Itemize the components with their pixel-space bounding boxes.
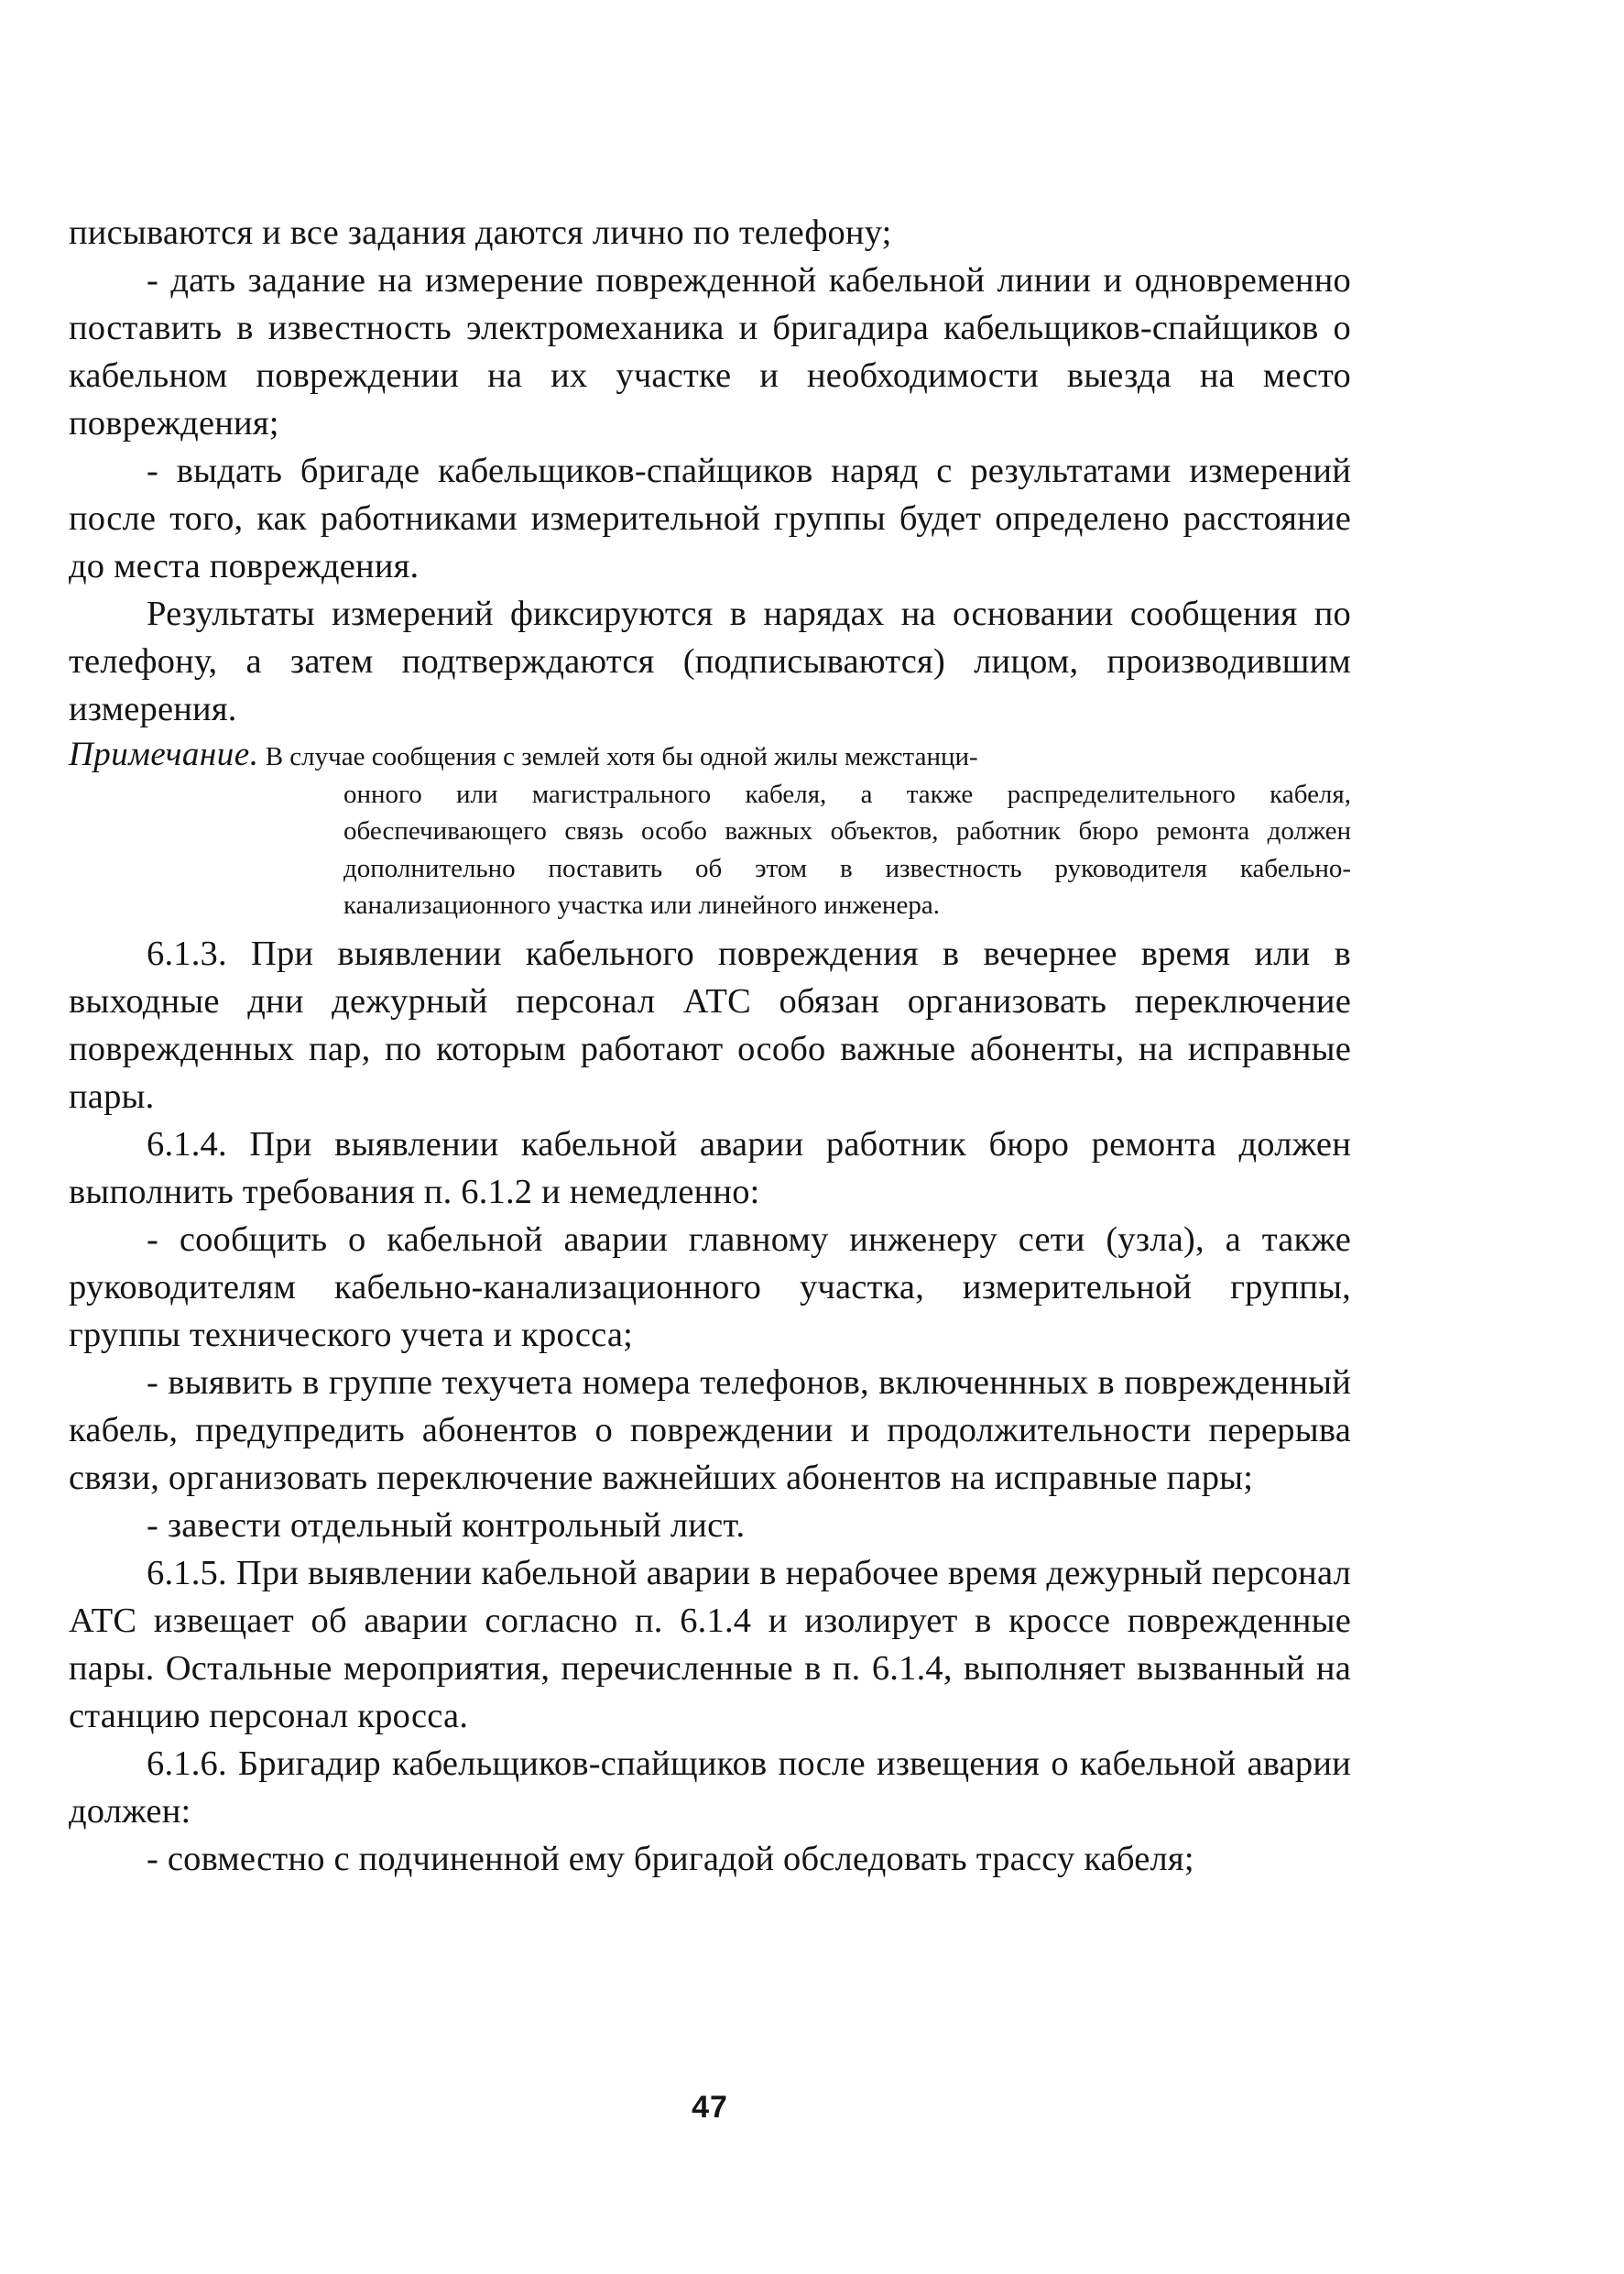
paragraph-6-1-4: 6.1.4. При выявлении кабельной аварии работник бюро ремонта должен выполнить требования п. 6.1.2 и немедленно: [69, 1124, 1351, 1211]
paragraph-identify-numbers: - выявить в группе техучета номера телефонов, включеннных в поврежденный кабель, предупредить абонентов о повреждении и продолжительности перерыва связи, организовать переключение важнейших абонентов на исправные пары; [69, 1362, 1351, 1497]
note-first-text: В случае сообщения с землей хотя бы одной жилы межстанци- [265, 742, 978, 771]
paragraph-6-1-3: 6.1.3. При выявлении кабельного повреждения в вечернее время или в выходные дни дежурный персонал АТС обязан организовать переключение поврежденных пар, по которым работают особо важные абоненты, на исправные пары. [69, 934, 1351, 1116]
paragraph-notify-chief: - сообщить о кабельной аварии главному инженеру сети (узла), а также руководителям кабельно-канализационного участка, измерительной группы, группы технического учета и кросса; [69, 1219, 1351, 1354]
paragraph-continuation: писываются и все задания даются лично по телефону; [69, 213, 892, 252]
note-label: Примечание. [69, 736, 259, 773]
paragraph-measure-task: - дать задание на измерение поврежденной кабельной линии и одновременно поставить в известность электромеханика и бригадира кабельщиков-спайщиков о кабельном повреждении на их участке и необходимости выезда на место повреждения; [69, 261, 1351, 443]
note-rest-text: онного или магистрального кабеля, а также распределительного кабеля, обеспечивающего связь особо важных объектов, работник бюро ремонта должен дополнительно поставить об этом в известность руководителя кабельно-канализационного участка или линейного инженера. [343, 779, 1351, 920]
paragraph-control-sheet: - завести отдельный контрольный лист. [147, 1505, 746, 1545]
page-number: 47 [692, 2090, 728, 2125]
paragraph-6-1-5: 6.1.5. При выявлении кабельной аварии в нерабочее время дежурный персонал АТС извещает об аварии согласно п. 6.1.4 и изолирует в кроссе поврежденные пары. Остальные мероприятия, перечисленные в п. 6.1.4, выполняет вызванный на станцию персонал кросса. [69, 1553, 1351, 1735]
body-text [69, 209, 1351, 1883]
paragraph-issue-order: - выдать бригаде кабельщиков-спайщиков наряд с результатами измерений после того, как работниками измерительной группы будет определено расстояние до места повреждения. [69, 452, 1351, 585]
note-block [69, 733, 1351, 930]
note-first-line [69, 737, 1351, 776]
paragraph-results: Результаты измерений фиксируются в нарядах на основании сообщения по телефону, а затем подтверждаются (подписываются) лицом, производившим измерения. [69, 595, 1351, 728]
paragraph-inspect-route: - совместно с подчиненной ему бригадой обследовать трассу кабеля; [147, 1839, 1194, 1878]
paragraph-6-1-6: 6.1.6. Бригадир кабельщиков-спайщиков после извещения о кабельной аварии должен: [69, 1744, 1351, 1831]
